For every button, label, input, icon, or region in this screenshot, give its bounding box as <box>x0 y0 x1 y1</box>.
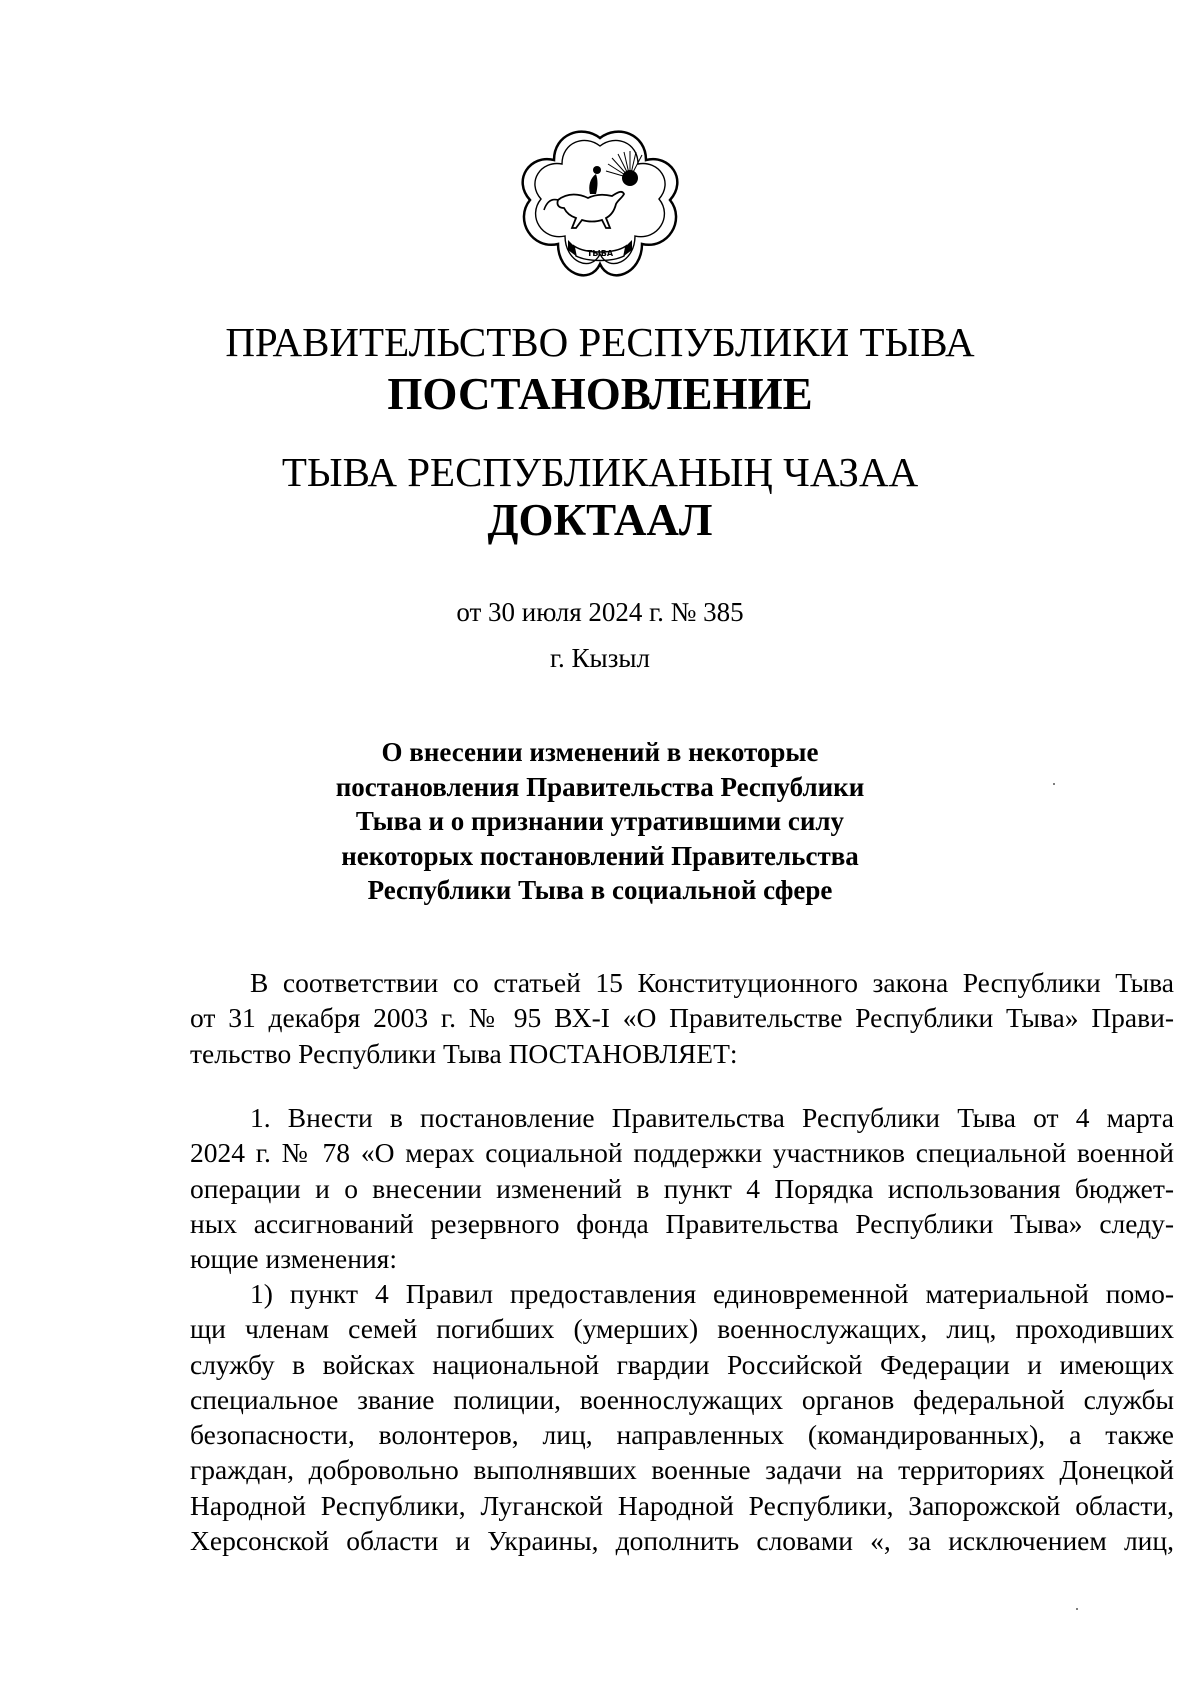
document-city: г. Кызыл <box>550 643 650 673</box>
document-type-ru: ПОСТАНОВЛЕНИЕ <box>387 369 813 419</box>
document-type-tyv: ДОКТААЛ <box>487 495 713 545</box>
paragraph-subitem-1 <box>190 1276 1174 1558</box>
text-line: операции и о внесении изменений в пункт 4 Порядка использования бюджет- <box>190 1172 1174 1204</box>
text-line: тельство Республики Тыва ПОСТАНОВЛЯЕТ: <box>190 1037 738 1069</box>
text-line: 1) пункт 4 Правил предоставления единовременной материальной помо- <box>250 1278 1174 1309</box>
subject-line: Республики Тыва в социальной сфере <box>367 875 833 905</box>
text-line: ющие изменения: <box>190 1243 397 1275</box>
emblem-ribbon-text: ТЫВА <box>586 249 614 258</box>
text-line: граждан, добровольно выполнявших военные задачи на территориях Донецкой <box>190 1454 1174 1486</box>
paragraph-preamble <box>190 965 1174 1071</box>
subject-line: О внесении изменений в некоторые <box>381 737 819 767</box>
document-subject <box>0 735 1200 908</box>
text-line: 2024 г. № 78 «О мерах социальной поддержки участников специальной военной <box>190 1137 1174 1169</box>
text-line: службу в войсках национальной гвардии Российской Федерации и имеющих <box>190 1348 1174 1380</box>
government-title-tyv: ТЫВА РЕСПУБЛИКАНЫҢ ЧАЗАА <box>281 449 919 495</box>
text-line: В соответствии со статьей 15 Конституционного закона Республики Тыва <box>250 967 1174 998</box>
scan-speck <box>1076 1608 1078 1610</box>
government-title-ru: ПРАВИТЕЛЬСТВО РЕСПУБЛИКИ ТЫВА <box>225 319 975 365</box>
text-line: специальное звание полиции, военнослужащих органов федеральной службы <box>190 1383 1174 1415</box>
text-line: Народной Республики, Луганской Народной Республики, Запорожской области, <box>190 1489 1174 1521</box>
text-line: щи членам семей погибших (умерших) военнослужащих, лиц, проходивших <box>190 1313 1174 1345</box>
document-date-number: от 30 июля 2024 г. № 385 <box>456 597 744 627</box>
text-line: Херсонской области и Украины, дополнить словами «, за исключением лиц, <box>190 1525 1174 1557</box>
paragraph-item-1 <box>190 1100 1174 1276</box>
text-line: безопасности, волонтеров, лиц, направленных (командированных), а также <box>190 1419 1174 1451</box>
subject-line: некоторых постановлений Правительства <box>341 840 859 871</box>
tuva-emblem-icon <box>518 128 683 286</box>
subject-line: постановления Правительства Республики <box>335 771 865 802</box>
text-line: 1. Внести в постановление Правительства Республики Тыва от 4 марта <box>250 1102 1174 1133</box>
text-line: от 31 декабря 2003 г. № 95 ВХ-I «О Правительстве Республики Тыва» Прави- <box>190 1002 1174 1034</box>
subject-line: Тыва и о признании утратившими силу <box>355 806 845 836</box>
scan-speck <box>1053 783 1055 785</box>
text-line: ных ассигнований резервного фонда Правительства Республики Тыва» следу- <box>190 1207 1174 1239</box>
